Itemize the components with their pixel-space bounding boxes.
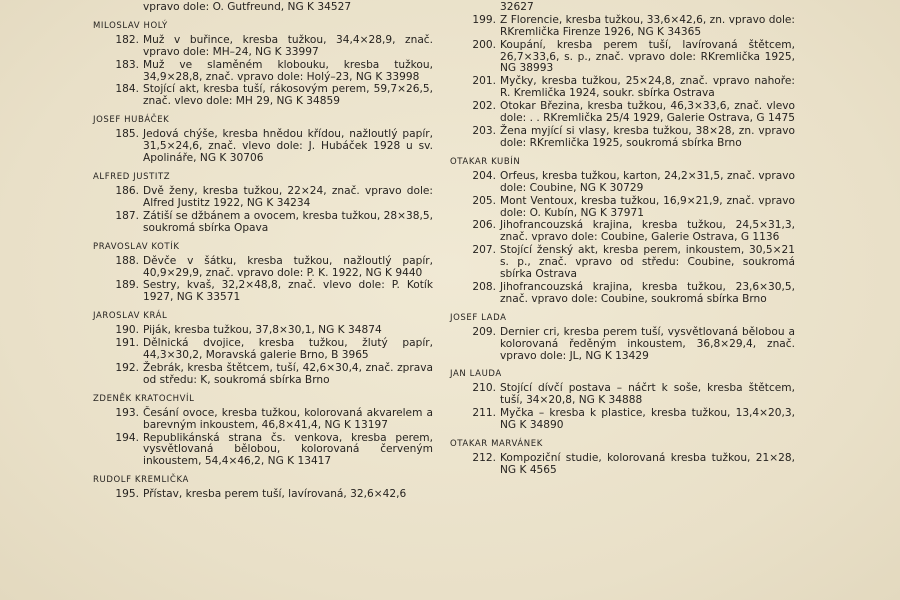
entry-number: 211.	[472, 407, 496, 420]
artist-heading: OTAKAR KUBÍN	[450, 156, 521, 167]
entry-number: 209.	[472, 325, 496, 338]
catalog-entry	[93, 129, 433, 165]
artist-heading: OTAKAR MARVÁNEK	[450, 439, 543, 450]
entry-text: Mont Ventoux, kresba tužkou, 16,9×21,9, znač. vpravo dole: O. Kubín, NG K 37971	[500, 194, 795, 219]
entry-number: 193.	[115, 406, 139, 419]
entry-number: 182.	[115, 33, 139, 46]
entry-text: Děvče v šátku, kresba tužkou, nažloutlý papír, 40,9×29,9, znač. vpravo dole: P. K. 1922, NG K 9440	[143, 254, 433, 279]
entry-text: Žebrák, kresba štětcem, tuší, 42,6×30,4, znač. zprava od středu: K, soukromá sbírka Brno	[143, 361, 433, 386]
catalog-entry	[93, 433, 433, 469]
entry-text: Přístav, kresba perem tuší, lavírovaná, 32,6×42,6	[143, 488, 407, 501]
entry-text: Jihofrancouzská krajina, kresba tužkou, 24,5×31,3, znač. vpravo dole: Coubine, Galerie Ostrava, G 1136	[500, 219, 795, 244]
artist-section	[93, 114, 433, 165]
artist-section	[93, 241, 433, 305]
entry-number: 212.	[472, 452, 496, 465]
entry-number: 202.	[472, 100, 496, 113]
entry-number: 203.	[472, 124, 496, 137]
entry-text: Muž ve slaměném klobouku, kresba tužkou, 34,9×28,8, znač. vpravo dole: Holý–23, NG K 33998	[143, 58, 433, 83]
entry-text: vpravo dole: O. Gutfreund, NG K 34527	[143, 0, 352, 13]
entry-number: 204.	[472, 169, 496, 182]
entry-text: Republikánská strana čs. venkova, kresba perem, vysvětlovaná bělobou, kolorovaná červeným inkoustem, 54,4×46,2, NG K 13417	[143, 431, 433, 468]
catalog-entry	[450, 453, 795, 477]
artist-heading: PRAVOSLAV KOTÍK	[93, 241, 180, 252]
catalog-entry	[450, 171, 795, 195]
entry-text: Dvě ženy, kresba tužkou, 22×24, znač. vpravo dole: Alfred Justitz 1922, NG K 34234	[143, 184, 433, 209]
catalog-entry	[450, 196, 795, 220]
entry-text: Sestry, kvaš, 32,2×48,8, znač. vlevo dole: P. Kotík 1927, NG K 33571	[143, 279, 433, 304]
entry-text: Orfeus, kresba tužkou, karton, 24,2×31,5, znač. vpravo dole: Coubine, NG K 30729	[500, 169, 795, 194]
catalog-entry	[450, 220, 795, 244]
catalog-entry	[93, 60, 433, 84]
entry-text: Česání ovoce, kresba tužkou, kolorovaná akvarelem a barevným inkoustem, 46,8×41,4, NG K 13197	[143, 406, 433, 431]
entry-text: Jedová chýše, kresba hnědou křídou, nažloutlý papír, 31,5×24,6, znač. vlevo dole: J. Hubáček 1928 u sv. Apolináře, NG K 30706	[143, 128, 433, 165]
catalog-entry	[93, 363, 433, 387]
catalog-entry	[450, 76, 795, 100]
entry-text: Stojící dívčí postava – náčrt k soše, kresba štětcem, tuší, 34×20,8, NG K 34888	[500, 382, 795, 407]
artist-heading: JOSEF LADA	[450, 312, 507, 323]
catalog-entry	[450, 282, 795, 306]
entry-number: 207.	[472, 244, 496, 257]
entry-number: 194.	[115, 431, 139, 444]
entry-number: 186.	[115, 184, 139, 197]
catalog-entry	[450, 245, 795, 281]
entry-text: Dernier cri, kresba perem tuší, vysvětlovaná bělobou a kolorovaná ředěným inkoustem, 36,8×29,4, znač. vpravo dole: JL, NG K 13429	[500, 325, 795, 362]
artist-heading: ALFRED JUSTITZ	[93, 171, 171, 182]
catalog-entry	[93, 211, 433, 235]
artist-section	[450, 368, 795, 432]
entry-number: 192.	[115, 361, 139, 374]
entry-text: Myčka – kresba k plastice, kresba tužkou, 13,4×20,3, NG K 34890	[500, 407, 795, 432]
catalog-entry	[93, 35, 433, 59]
entry-text: Myčky, kresba tužkou, 25×24,8, znač. vpravo nahoře: R. Kremlička 1924, soukr. sbírka Ostrava	[500, 75, 795, 100]
entry-number: 184.	[115, 83, 139, 96]
catalog-entry	[450, 15, 795, 39]
entry-text: Piják, kresba tužkou, 37,8×30,1, NG K 34874	[143, 324, 382, 337]
artist-section	[450, 312, 795, 363]
catalog-entry	[450, 327, 795, 363]
entry-text: Dělnická dvojice, kresba tužkou, žlutý papír, 44,3×30,2, Moravská galerie Brno, B 3965	[143, 337, 433, 362]
catalog-entry	[93, 256, 433, 280]
entry-text: Muž v buřince, kresba tužkou, 34,4×28,9, znač. vpravo dole: MH–24, NG K 33997	[143, 33, 433, 58]
entry-number: 199.	[472, 13, 496, 26]
catalog-entry	[93, 280, 433, 304]
catalog-entry	[93, 408, 433, 432]
artist-section	[93, 393, 433, 469]
entry-number: 206.	[472, 219, 496, 232]
artist-section	[450, 156, 795, 306]
catalog-entry	[450, 40, 795, 76]
left-column	[93, 0, 433, 503]
artist-heading: JAN LAUDA	[450, 369, 502, 380]
entry-text: Stojící akt, kresba tuší, rákosovým perem, 59,7×26,5, znač. vlevo dole: MH 29, NG K 34859	[143, 83, 433, 108]
catalog-entry	[450, 408, 795, 432]
catalog-entry	[93, 186, 433, 210]
artist-section	[450, 0, 795, 150]
artist-section	[93, 0, 433, 14]
entry-text: Otokar Březina, kresba tužkou, 46,3×33,6, znač. vlevo dole: . . RKremlička 25/4 1929, Galerie Ostrava, G 1475	[500, 100, 795, 125]
entry-text: Zátiší se džbánem a ovocem, kresba tužkou, 28×38,5, soukromá sbírka Opava	[143, 209, 433, 234]
catalog-entry	[93, 325, 433, 337]
entry-number: 200.	[472, 38, 496, 51]
entry-number: 188.	[115, 254, 139, 267]
entry-text: Jihofrancouzská krajina, kresba tužkou, 23,6×30,5, znač. vpravo dole: Coubine, soukromá sbírka Brno	[500, 280, 795, 305]
entry-number: 208.	[472, 280, 496, 293]
artist-heading: ZDENĚK KRATOCHVÍL	[93, 393, 195, 404]
catalog-entry	[450, 101, 795, 125]
catalog-entry	[93, 0, 433, 14]
catalog-entry	[93, 489, 433, 501]
catalog-entry	[450, 0, 795, 14]
entry-number: 189.	[115, 279, 139, 292]
entry-number: 210.	[472, 382, 496, 395]
artist-section	[93, 171, 433, 235]
entry-text: Z Florencie, kresba tužkou, 33,6×42,6, zn. vpravo dole: RKremlička Firenze 1926, NG K 34365	[500, 13, 795, 38]
entry-number: 195.	[115, 488, 139, 501]
artist-heading: JOSEF HUBÁČEK	[93, 115, 170, 126]
entry-text: Kompoziční studie, kolorovaná kresba tužkou, 21×28, NG K 4565	[500, 452, 795, 476]
entry-text: Žena myjící si vlasy, kresba tužkou, 38×28, zn. vpravo dole: RKremlička 1925, soukromá sbírka Brno	[500, 124, 795, 149]
entry-number: 185.	[115, 128, 139, 141]
artist-section	[93, 474, 433, 501]
right-column	[450, 0, 795, 479]
entry-number: 191.	[115, 337, 139, 350]
artist-heading: RUDOLF KREMLIČKA	[93, 475, 189, 486]
catalog-entry	[93, 84, 433, 108]
entry-number: 201.	[472, 75, 496, 88]
catalog-entry	[450, 383, 795, 407]
entry-number: 190.	[115, 324, 139, 337]
entry-number: 205.	[472, 194, 496, 207]
entry-text: 32627	[500, 0, 534, 13]
artist-heading: JAROSLAV KRÁL	[93, 311, 168, 322]
entry-number: 187.	[115, 209, 139, 222]
artist-section	[93, 310, 433, 387]
artist-heading: MILOSLAV HOLÝ	[93, 20, 168, 31]
catalog-entry	[93, 338, 433, 362]
artist-section	[93, 20, 433, 108]
entry-text: Koupání, kresba perem tuší, lavírovaná štětcem, 26,7×33,6, s. p., znač. vpravo dole: RKremlička 1925, NG 38993	[500, 38, 795, 75]
catalog-entry	[450, 126, 795, 150]
entry-number: 183.	[115, 58, 139, 71]
entry-text: Stojící ženský akt, kresba perem, inkoustem, 30,5×21 s. p., znač. vpravo od středu: Coubine, soukromá sbírka Ostrava	[500, 244, 795, 281]
artist-section	[450, 438, 795, 477]
